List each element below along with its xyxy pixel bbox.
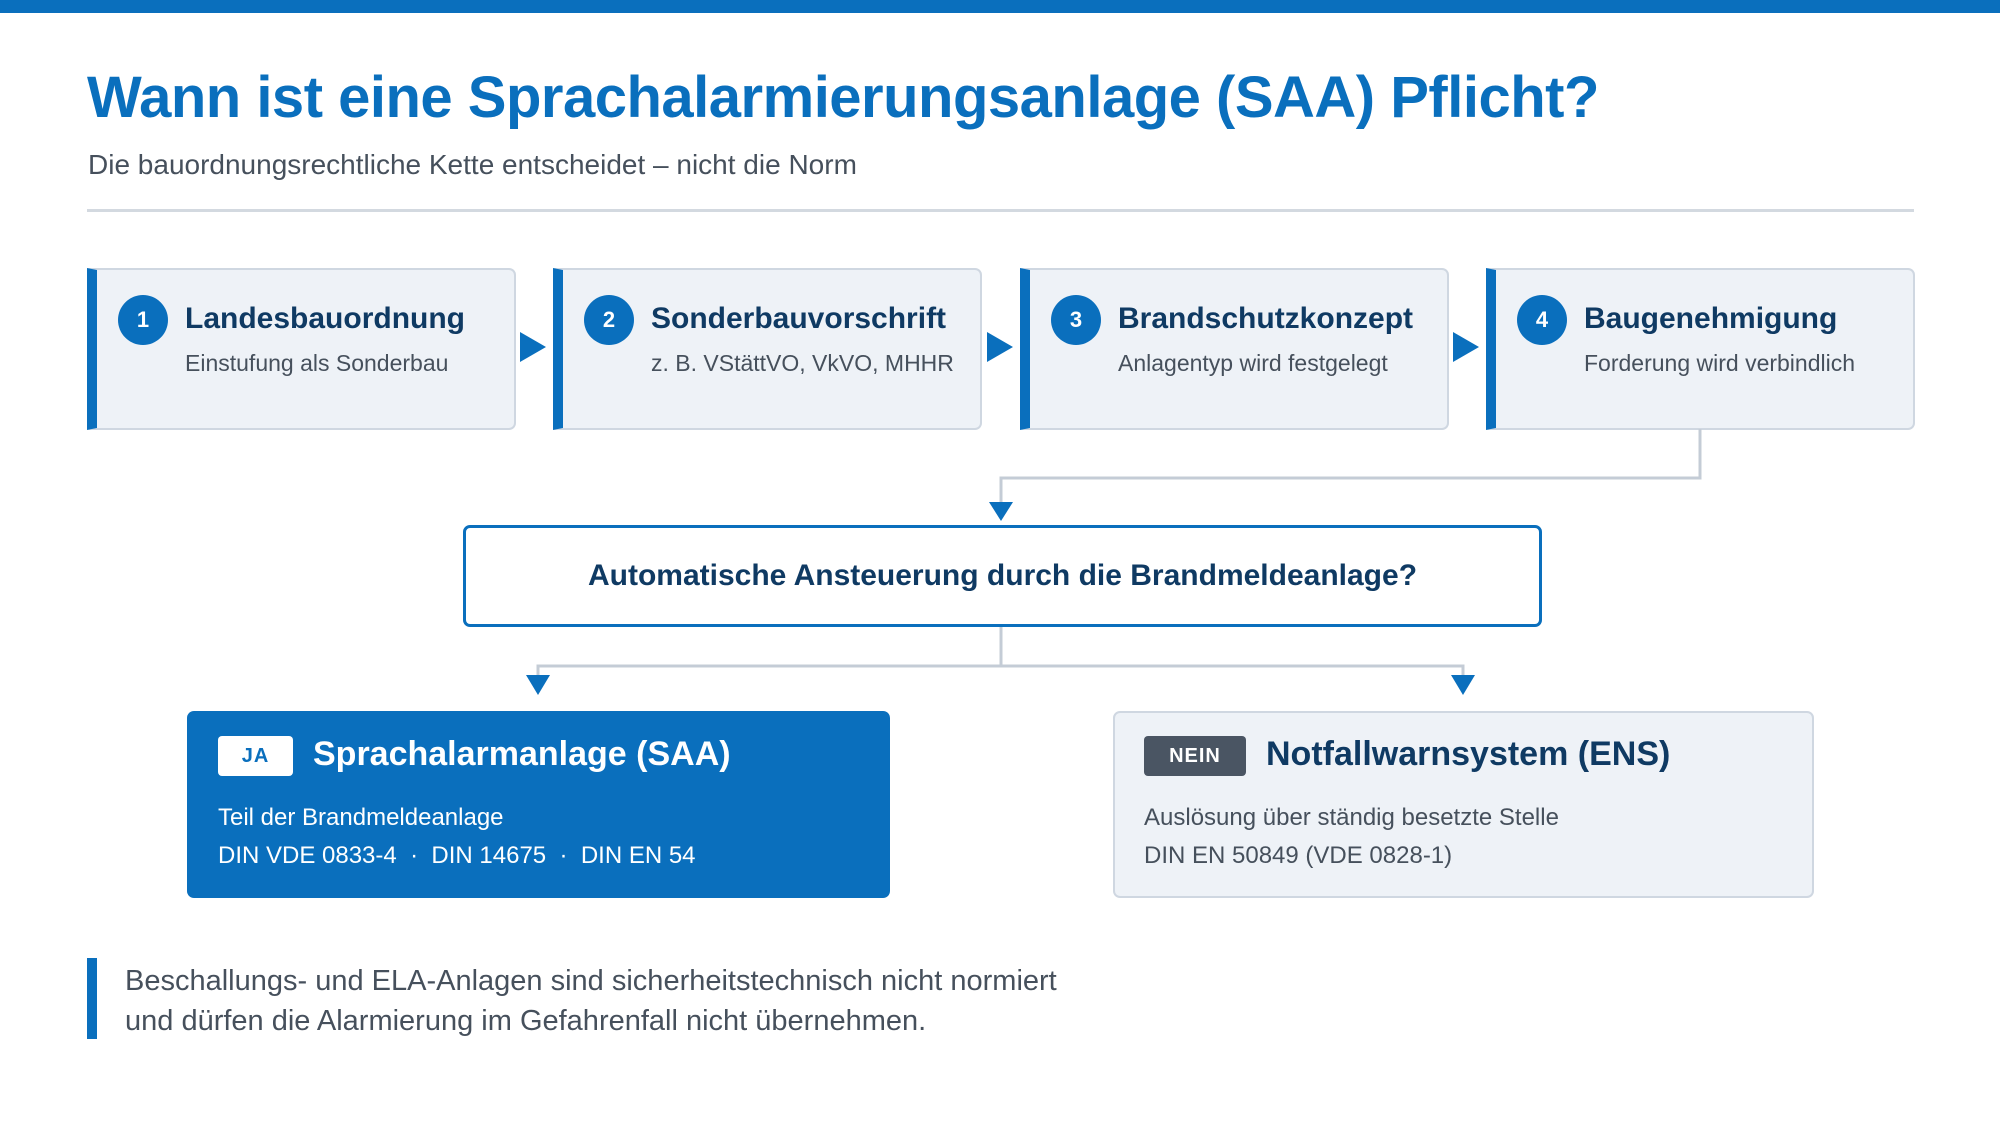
result-yes-card [187, 711, 890, 898]
footnote [125, 961, 1057, 1041]
arrow-down-icon [1451, 675, 1475, 695]
result-title: Sprachalarmanlage (SAA) [313, 735, 731, 773]
result-no-card [1113, 711, 1814, 898]
step-title: Baugenehmigung [1584, 302, 1838, 335]
decision-question-box: Automatische Ansteuerung durch die Brandmeldeanlage? [463, 525, 1542, 627]
note-accent-bar [87, 958, 97, 1039]
step-subtitle: Anlagentyp wird festgelegt [1118, 350, 1388, 376]
connector-to-yes [538, 624, 1001, 675]
step-number-badge: 2 [584, 295, 634, 345]
step-arrow-icon [1453, 332, 1479, 362]
step-title: Landesbauordnung [185, 302, 465, 335]
footnote-line: Beschallungs- und ELA-Anlagen sind sicherheitstechnisch nicht normiert [125, 965, 1057, 997]
step-title: Sonderbauvorschrift [651, 302, 947, 335]
page-title: Wann ist eine Sprachalarmierungsanlage (SAA) Pflicht? [87, 65, 1599, 130]
page-subtitle: Die bauordnungsrechtliche Kette entscheidet – nicht die Norm [88, 149, 857, 180]
connector-to-question [1001, 429, 1700, 503]
step-subtitle: Forderung wird verbindlich [1584, 350, 1856, 376]
result-standards: DIN VDE 0833-4 · DIN 14675 · DIN EN 54 [218, 842, 696, 869]
result-description: Teil der Brandmeldeanlage [218, 804, 504, 831]
step-number-badge: 3 [1051, 295, 1101, 345]
yes-badge: JA [218, 736, 293, 776]
step-subtitle: z. B. VStättVO, VkVO, MHHR [651, 350, 954, 376]
footnote-line: und dürfen die Alarmierung im Gefahrenfall nicht übernehmen. [125, 1005, 927, 1037]
result-title: Notfallwarnsystem (ENS) [1266, 735, 1671, 773]
step-arrow-icon [520, 332, 546, 362]
step-number-badge: 4 [1517, 295, 1567, 345]
result-description: Auslösung über ständig besetzte Stelle [1144, 804, 1559, 831]
result-standards: DIN EN 50849 (VDE 0828-1) [1144, 842, 1453, 869]
step-arrow-icon [987, 332, 1013, 362]
step-subtitle: Einstufung als Sonderbau [185, 350, 449, 376]
step-number-badge: 1 [118, 295, 168, 345]
no-badge: NEIN [1144, 736, 1246, 776]
arrow-down-icon [989, 502, 1013, 521]
connector-to-no [1001, 666, 1463, 675]
step-title: Brandschutzkonzept [1118, 302, 1414, 335]
arrow-down-icon [526, 675, 550, 695]
